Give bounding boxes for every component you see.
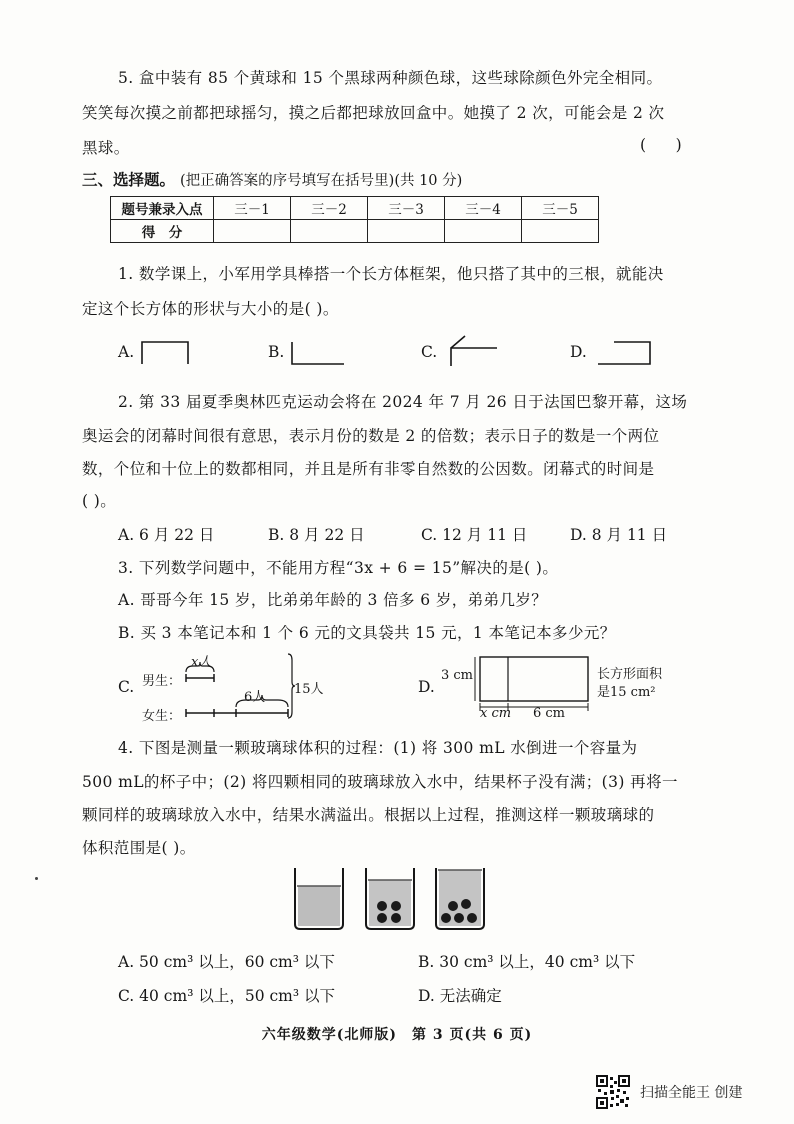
q1-option-d-figure [596, 340, 654, 366]
q4-line-1: 4. 下图是测量一颗玻璃球体积的过程：(1) 将 300 mL 水倒进一个容量为 [118, 739, 638, 757]
q5-line-2: 笑笑每次摸之前都把球摇匀，摸之后都把球放回盒中。她摸了 2 次，可能会是 2 次 [82, 104, 665, 122]
q3-line-1: 3. 下列数学问题中，不能用方程“3x + 6 = 15”解决的是( )。 [118, 559, 559, 577]
page-footer: 六年级数学(北师版) 第 3 页(共 6 页) [261, 1027, 533, 1043]
qr-code-icon [596, 1075, 630, 1109]
scan-speck [35, 877, 38, 880]
q3-c-total: 15人 [294, 682, 324, 697]
q4-line-2: 500 mL的杯子中；(2) 将四颗相同的玻璃球放入水中，结果杯子没有满；(3) 再将一 [82, 773, 678, 791]
q3-option-d-label: D. [418, 678, 435, 696]
q4-line-4: 体积范围是( )。 [82, 839, 196, 857]
q3-option-b: B. 买 3 本笔记本和 1 个 6 元的文具袋共 15 元，1 本笔记本多少元？ [118, 624, 616, 642]
q4-line-3: 颗同样的玻璃球放入水中，结果水满溢出。根据以上过程，推测这样一颗玻璃球的 [82, 806, 655, 824]
q3-c-boys-label: 男生： [142, 674, 182, 689]
q4-option-a: A. 50 cm³ 以上，60 cm³ 以下 [118, 953, 335, 971]
q2-line-2: 奥运会的闭幕时间很有意思，表示月份的数是 2 的倍数；表示日子的数是一个两位 [82, 427, 660, 445]
score-col-5: 三－5 [522, 197, 599, 220]
score-cell[interactable] [214, 220, 291, 243]
cup-with-water-icon [292, 866, 346, 932]
q2-line-3: 数，个位和十位上的数都相同，并且是所有非零自然数的公因数。闭幕式的时间是 [82, 460, 655, 478]
q4-option-c: C. 40 cm³ 以上，50 cm³ 以下 [118, 987, 336, 1005]
q1-option-b-label: B. [268, 343, 285, 361]
q2-line-1: 2. 第 33 届夏季奥林匹克运动会将在 2024 年 7 月 26 日于法国巴黎开幕，这场 [118, 393, 688, 411]
q2-option-d: D. 8 月 11 日 [570, 526, 668, 544]
q4-option-b: B. 30 cm³ 以上，40 cm³ 以下 [418, 953, 636, 971]
q2-line-4: ( )。 [82, 492, 117, 510]
score-table-header: 题号兼录入点 [111, 197, 214, 220]
score-col-1: 三－1 [214, 197, 291, 220]
score-cell[interactable] [291, 220, 368, 243]
q1-line-2: 定这个长方体的形状与大小的是( )。 [82, 300, 339, 318]
q3-c-segment-diagram [184, 652, 294, 720]
score-col-3: 三－3 [368, 197, 445, 220]
q1-option-c-label: C. [421, 343, 438, 361]
q5-line-1: 5. 盒中装有 85 个黄球和 15 个黑球两种颜色球，这些球除颜色外完全相同。 [118, 69, 663, 87]
q3-d-note-line-1: 长方形面积 [597, 667, 663, 682]
score-cell[interactable] [445, 220, 522, 243]
q3-d-note-line-2: 是15 cm² [597, 685, 656, 700]
q5-answer-paren: ( ) [640, 136, 682, 154]
section3-instruction: (把正确答案的序号填写在括号里)(共 10 分) [180, 173, 463, 189]
q3-c-girls-label: 女生： [142, 709, 182, 724]
scanner-watermark: 扫描全能王 创建 [640, 1085, 743, 1101]
q2-option-b: B. 8 月 22 日 [268, 526, 365, 544]
q3-d-width-6-label: 6 cm [533, 706, 566, 721]
q5-line-3: 黑球。 [82, 139, 130, 157]
q2-option-c: C. 12 月 11 日 [421, 526, 528, 544]
section3-title: 三、选择题。 [82, 170, 176, 189]
q3-c-six-people: 6人 [244, 690, 266, 705]
q1-line-1: 1. 数学课上，小军用学具棒搭一个长方体框架，他只搭了其中的三根，就能决 [118, 265, 664, 283]
q3-option-c-label: C. [118, 678, 135, 696]
q1-option-c-figure [443, 334, 499, 368]
score-cell[interactable] [522, 220, 599, 243]
score-col-2: 三－2 [291, 197, 368, 220]
q1-option-d-label: D. [570, 343, 587, 361]
q3-d-width-x-label: x cm [480, 706, 512, 721]
q3-c-x-people: x人 [191, 655, 212, 670]
q2-option-a: A. 6 月 22 日 [118, 526, 215, 544]
score-row-label: 得 分 [111, 220, 214, 243]
score-col-4: 三－4 [445, 197, 522, 220]
cup-with-four-balls-icon [363, 866, 417, 932]
score-cell[interactable] [368, 220, 445, 243]
cup-with-five-balls-icon [433, 866, 487, 932]
q3-d-rectangle-diagram [474, 655, 594, 719]
q1-option-a-label: A. [118, 343, 135, 361]
q3-d-height-label: 3 cm [441, 668, 474, 683]
q4-option-d: D. 无法确定 [418, 987, 502, 1005]
q3-option-a: A. 哥哥今年 15 岁，比弟弟年龄的 3 倍多 6 岁，弟弟几岁？ [118, 591, 548, 609]
q1-option-a-figure [140, 340, 190, 366]
score-table [110, 196, 599, 243]
q1-option-b-figure [290, 340, 346, 366]
